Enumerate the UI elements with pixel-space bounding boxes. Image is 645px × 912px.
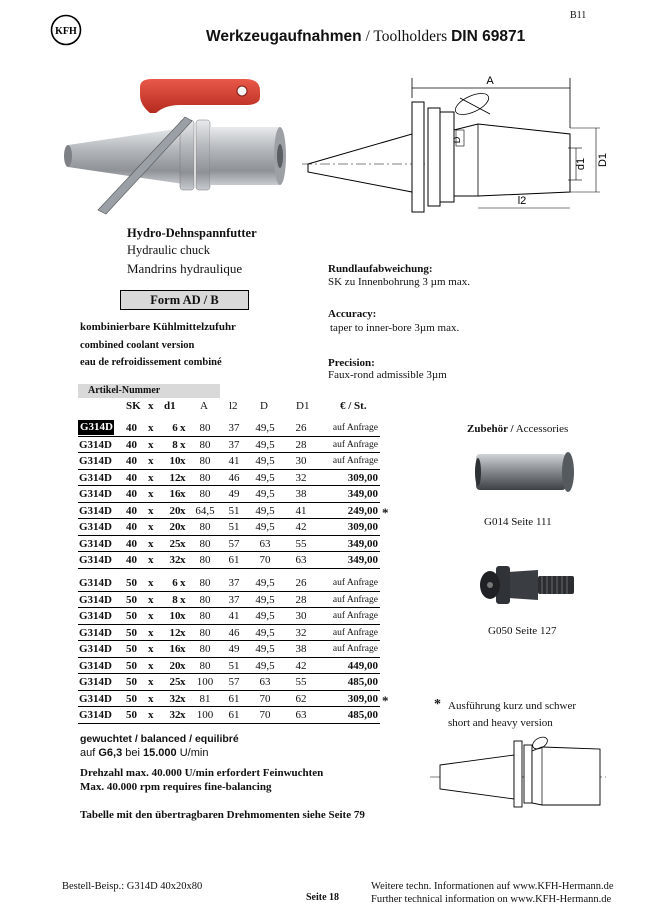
cell-sk: 40 <box>126 488 137 500</box>
balance-spec <box>80 747 208 759</box>
cell-x: x <box>148 455 154 467</box>
cell-x: x <box>148 626 154 639</box>
cell-d: 49,5 <box>255 455 275 467</box>
accessory-g014-caption: G014 Seite 111 <box>484 516 552 528</box>
table-row <box>78 552 380 569</box>
cell-sk: 50 <box>126 709 137 721</box>
accuracy-text: taper to inner-bore 3µm max. <box>330 322 460 334</box>
cell-d1: 6 <box>172 577 178 589</box>
cell-x: x <box>180 521 186 533</box>
cell-sk: 50 <box>126 676 137 688</box>
technical-drawing <box>300 68 620 218</box>
cell-x: x <box>148 643 154 655</box>
table-row <box>78 486 380 503</box>
cell-big-d1: 32 <box>295 471 307 484</box>
cell-d1: 20 <box>169 659 181 672</box>
cell-price: auf Anfrage <box>332 456 378 466</box>
accessory-g014-image <box>470 450 580 494</box>
cell-sk: 40 <box>126 471 137 484</box>
cell-a: 80 <box>199 610 211 622</box>
cell-sk: 50 <box>126 692 137 705</box>
note-star: * <box>434 697 441 712</box>
cell-a: 80 <box>199 521 211 533</box>
balance-spec-e: U/min <box>176 747 209 759</box>
title-sep: / <box>361 28 374 45</box>
cell-x: x <box>180 554 186 566</box>
cell-price: auf Anfrage <box>332 611 378 621</box>
cell-sk: 40 <box>126 504 137 517</box>
cell-d1: 10 <box>169 455 181 467</box>
coolant-de: kombinierbare Kühlmittelzufuhr <box>80 321 236 333</box>
balance-rpm: 15.000 <box>143 747 177 759</box>
cell-d: 49,5 <box>255 610 275 622</box>
header-l2: l2 <box>229 400 238 412</box>
cell-sk: 40 <box>126 455 137 467</box>
cell-l2: 49 <box>228 643 240 655</box>
cell-d1: 6 <box>172 422 178 434</box>
runout-heading: Rundlaufabweichung: <box>328 263 433 275</box>
cell-code: G314D <box>79 709 112 721</box>
cell-d1: 25 <box>169 537 181 550</box>
logo-text: KFH <box>55 26 77 37</box>
title-en: Toolholders <box>373 28 448 45</box>
order-example: Bestell-Beisp.: G314D 40x20x80 <box>62 881 203 892</box>
cell-a: 81 <box>199 692 211 705</box>
cell-d: 49,5 <box>255 643 275 655</box>
cell-a: 80 <box>199 593 211 606</box>
cell-big-d1: 42 <box>295 659 307 672</box>
cell-a: 80 <box>199 577 211 589</box>
table-row <box>78 707 380 724</box>
cell-code: G314D <box>79 593 112 606</box>
cell-x: x <box>180 626 186 639</box>
balance-heading: gewuchtet / balanced / equilibré <box>80 733 239 745</box>
cell-sk: 40 <box>126 438 137 451</box>
table-row <box>78 608 380 625</box>
cell-x: x <box>180 643 186 655</box>
torque-reference: Tabelle mit den übertragbaren Drehmomenten siehe Seite 79 <box>80 809 365 821</box>
price-table-sk50 <box>78 575 389 724</box>
cell-d1: 32 <box>169 692 181 705</box>
header-a: A <box>200 400 208 412</box>
cell-l2: 46 <box>228 471 240 484</box>
header-sk: SK <box>126 400 141 412</box>
product-name-fr: Mandrins hydraulique <box>127 261 243 276</box>
rpm-note-de: Drehzahl max. 40.000 U/min erfordert Feinwuchten <box>80 767 324 779</box>
rpm-note-en: Max. 40.000 rpm requires fine-balancing <box>80 781 272 793</box>
cell-l2: 49 <box>228 488 240 500</box>
dim-d1: d1 <box>575 157 587 171</box>
cell-d1: 20 <box>169 504 181 517</box>
cell-price: 309,00 <box>347 521 378 533</box>
cell-big-d1: 30 <box>295 455 307 467</box>
cell-x: x <box>180 422 186 434</box>
dim-a: A <box>486 75 494 87</box>
cell-big-d1: 26 <box>295 577 307 589</box>
cell-price: auf Anfrage <box>332 627 378 638</box>
note-line-de: Ausführung kurz und schwer <box>448 700 576 712</box>
title-din: DIN 69871 <box>451 28 526 45</box>
cell-big-d1: 32 <box>295 626 307 639</box>
cell-x: x <box>148 521 154 533</box>
cell-d1: 10 <box>169 610 181 622</box>
cell-l2: 61 <box>228 709 240 721</box>
cell-d1: 20 <box>169 521 181 533</box>
cell-l2: 37 <box>228 438 240 451</box>
footer-info-en: Further technical information on www.KFH-Hermann.de <box>371 894 612 905</box>
cell-a: 80 <box>199 455 211 467</box>
page-number: Seite 18 <box>306 892 340 903</box>
cell-d: 63 <box>259 676 271 688</box>
cell-big-d1: 63 <box>295 709 307 721</box>
cell-big-d1: 26 <box>295 422 307 434</box>
cell-l2: 37 <box>228 422 240 434</box>
cell-x: x <box>148 537 154 550</box>
cell-price: 309,00 <box>347 692 378 705</box>
cell-x: x <box>180 593 186 606</box>
table-row <box>78 674 380 691</box>
short-version-drawing <box>430 735 610 810</box>
cell-sk: 50 <box>126 626 137 639</box>
table-row <box>78 691 389 708</box>
cell-big-d1: 42 <box>295 521 307 533</box>
header-d1: d1 <box>164 400 176 412</box>
cell-big-d1: 63 <box>295 554 307 566</box>
cell-big-d1: 30 <box>295 610 307 622</box>
cell-d1: 8 <box>172 593 178 606</box>
cell-price: auf Anfrage <box>332 423 378 433</box>
cell-d1: 16 <box>169 488 181 500</box>
cell-d1: 32 <box>169 554 181 566</box>
header-price: € / St. <box>340 400 367 412</box>
precision-heading: Precision: <box>328 357 375 369</box>
cell-l2: 57 <box>228 676 240 688</box>
cell-code: G314D <box>79 504 112 517</box>
cell-price: auf Anfrage <box>332 439 378 450</box>
cell-l2: 61 <box>228 554 240 566</box>
accuracy-heading: Accuracy: <box>328 308 377 320</box>
cell-x: x <box>148 610 154 622</box>
accessories-title <box>467 423 568 435</box>
cell-d1: 16 <box>169 643 181 655</box>
page-title <box>206 28 525 46</box>
cell-big-d1: 28 <box>295 593 307 606</box>
cell-d: 49,5 <box>255 593 275 606</box>
cell-d: 49,5 <box>255 521 275 533</box>
cell-d: 49,5 <box>255 422 275 434</box>
table-row <box>78 453 380 470</box>
cell-sk: 50 <box>126 659 137 672</box>
table-row <box>78 592 380 609</box>
cell-l2: 51 <box>228 521 240 533</box>
cell-sk: 50 <box>126 610 137 622</box>
cell-a: 100 <box>196 676 214 688</box>
dim-d: D <box>452 136 462 144</box>
cell-d1: 25 <box>169 676 181 688</box>
cell-d1: 8 <box>172 438 178 451</box>
cell-l2: 46 <box>228 626 240 639</box>
cell-sk: 50 <box>126 643 137 655</box>
cell-x: x <box>180 676 186 688</box>
cell-d: 70 <box>259 692 271 705</box>
cell-d1: 12 <box>169 471 181 484</box>
cell-sk: 40 <box>126 422 137 434</box>
cell-price: 249,00 <box>347 504 378 517</box>
cell-code: G314D <box>79 537 112 550</box>
cell-x: x <box>148 504 154 517</box>
cell-x: x <box>180 610 186 622</box>
cell-price: 485,00 <box>347 676 378 688</box>
cell-l2: 41 <box>228 610 240 622</box>
cell-a: 80 <box>199 471 211 484</box>
cell-x: x <box>148 438 154 451</box>
product-name-en: Hydraulic chuck <box>127 243 210 257</box>
page-code: B11 <box>570 10 587 21</box>
cell-x: x <box>148 692 154 705</box>
cell-d: 70 <box>259 709 271 721</box>
header-d: D <box>260 400 268 412</box>
cell-l2: 57 <box>228 537 240 550</box>
accessories-title-de: Zubehör / <box>467 423 514 435</box>
precision-text: Faux-rond admissible 3µm <box>328 369 447 381</box>
cell-x: x <box>148 471 154 484</box>
coolant-en: combined coolant version <box>80 340 195 351</box>
cell-code: G314D <box>79 626 112 639</box>
coolant-fr: eau de refroidissement combiné <box>80 357 222 368</box>
cell-star: * <box>382 692 389 708</box>
dim-l2: l2 <box>517 195 527 207</box>
cell-price: 349,00 <box>347 554 378 566</box>
table-row <box>78 420 380 437</box>
article-number-label: Artikel-Nummer <box>78 384 220 398</box>
cell-d: 49,5 <box>255 471 275 484</box>
cell-big-d1: 62 <box>295 692 307 705</box>
cell-l2: 51 <box>228 504 240 517</box>
runout-text: SK zu Innenbohrung 3 µm max. <box>328 276 470 288</box>
cell-code: G314D <box>79 577 112 589</box>
footer-info-de: Weitere techn. Informationen auf www.KFH-Hermann.de <box>371 881 614 892</box>
table-row <box>78 519 380 536</box>
cell-big-d1: 38 <box>295 643 307 655</box>
cell-x: x <box>148 577 154 589</box>
cell-code: G314D <box>79 659 112 672</box>
cell-l2: 37 <box>228 593 240 606</box>
balance-spec-a: auf <box>80 747 99 759</box>
cell-d: 49,5 <box>255 626 275 639</box>
cell-x: x <box>148 659 154 672</box>
cell-d1: 32 <box>169 709 181 721</box>
cell-x: x <box>148 593 154 606</box>
header-D1: D1 <box>296 400 310 412</box>
cell-code: G314D <box>79 676 112 688</box>
cell-d: 49,5 <box>255 488 275 500</box>
cell-sk: 50 <box>126 577 137 589</box>
cell-price: 449,00 <box>347 659 378 672</box>
cell-d: 49,5 <box>255 438 275 451</box>
cell-code: G314D <box>79 643 112 655</box>
cell-sk: 40 <box>126 521 137 533</box>
cell-a: 80 <box>199 488 211 500</box>
table-row <box>78 641 380 658</box>
cell-sk: 50 <box>126 593 137 606</box>
cell-l2: 61 <box>228 692 240 705</box>
cell-x: x <box>148 709 154 721</box>
cell-x: x <box>148 676 154 688</box>
cell-d: 49,5 <box>255 659 275 672</box>
cell-big-d1: 38 <box>295 488 307 500</box>
accessory-g050-caption: G050 Seite 127 <box>488 625 557 637</box>
cell-a: 80 <box>199 438 211 451</box>
cell-x: x <box>180 438 186 451</box>
cell-big-d1: 55 <box>295 537 307 550</box>
cell-price: auf Anfrage <box>332 578 378 588</box>
cell-a: 80 <box>199 643 211 655</box>
table-header <box>78 398 380 414</box>
cell-x: x <box>180 709 186 721</box>
cell-d1: 12 <box>169 626 181 639</box>
balance-spec-c: bei <box>122 747 144 759</box>
header-x: x <box>148 400 154 412</box>
cell-x: x <box>148 554 154 566</box>
cell-d: 49,5 <box>255 504 275 517</box>
cell-a: 80 <box>199 626 211 639</box>
cell-price: 349,00 <box>347 488 378 500</box>
cell-x: x <box>148 422 154 434</box>
cell-l2: 51 <box>228 659 240 672</box>
note-line-en: short and heavy version <box>448 717 553 729</box>
table-row <box>78 536 380 553</box>
balance-grade: G6,3 <box>98 747 123 759</box>
cell-sk: 40 <box>126 537 137 550</box>
cell-price: 485,00 <box>347 709 378 721</box>
cell-x: x <box>180 692 186 705</box>
cell-l2: 41 <box>228 455 240 467</box>
cell-code: G314D <box>79 521 112 533</box>
cell-big-d1: 41 <box>295 504 307 517</box>
accessories-title-en: Accessories <box>513 423 569 435</box>
cell-a: 80 <box>199 537 211 550</box>
cell-big-d1: 28 <box>295 438 307 451</box>
cell-price: 309,00 <box>347 471 378 484</box>
product-photo <box>60 75 290 225</box>
cell-code: G314D <box>79 455 112 467</box>
cell-code: G314D <box>79 488 112 500</box>
price-table-sk40 <box>78 420 389 569</box>
accessory-g050-image <box>478 560 578 610</box>
cell-price: 349,00 <box>347 537 378 550</box>
cell-code: G314D <box>79 610 112 622</box>
cell-d: 70 <box>259 554 271 566</box>
table-row <box>78 437 380 454</box>
form-box: Form AD / B <box>120 290 249 310</box>
cell-code: G314D <box>79 471 112 484</box>
kfh-logo <box>50 14 82 46</box>
cell-l2: 37 <box>228 577 240 589</box>
title-de: Werkzeugaufnahmen <box>206 28 362 45</box>
cell-price: auf Anfrage <box>332 594 378 605</box>
cell-x: x <box>180 471 186 484</box>
product-name-de: Hydro-Dehnspannfutter <box>127 226 257 240</box>
cell-code: G314D <box>79 554 112 566</box>
cell-a: 80 <box>199 554 211 566</box>
cell-d: 63 <box>259 537 271 550</box>
cell-d: 49,5 <box>255 577 275 589</box>
table-row <box>78 503 389 520</box>
table-row <box>78 470 380 487</box>
cell-code: G314D <box>79 438 112 451</box>
cell-code: G314D <box>79 692 112 705</box>
cell-code: G314D <box>80 421 113 433</box>
table-row <box>78 575 380 592</box>
cell-x: x <box>180 455 186 467</box>
cell-x: x <box>180 488 186 500</box>
cell-sk: 40 <box>126 554 137 566</box>
cell-x: x <box>148 488 154 500</box>
cell-a: 64,5 <box>195 504 215 517</box>
table-row <box>78 658 380 675</box>
table-row <box>78 625 380 642</box>
cell-a: 80 <box>199 659 211 672</box>
dim-big-d1: D1 <box>597 152 609 168</box>
cell-a: 100 <box>196 709 214 721</box>
cell-star: * <box>382 504 389 520</box>
cell-x: x <box>180 504 186 517</box>
cell-x: x <box>180 537 186 550</box>
cell-price: auf Anfrage <box>332 644 378 654</box>
cell-x: x <box>180 577 186 589</box>
cell-a: 80 <box>199 422 211 434</box>
cell-big-d1: 55 <box>295 676 307 688</box>
cell-x: x <box>180 659 186 672</box>
